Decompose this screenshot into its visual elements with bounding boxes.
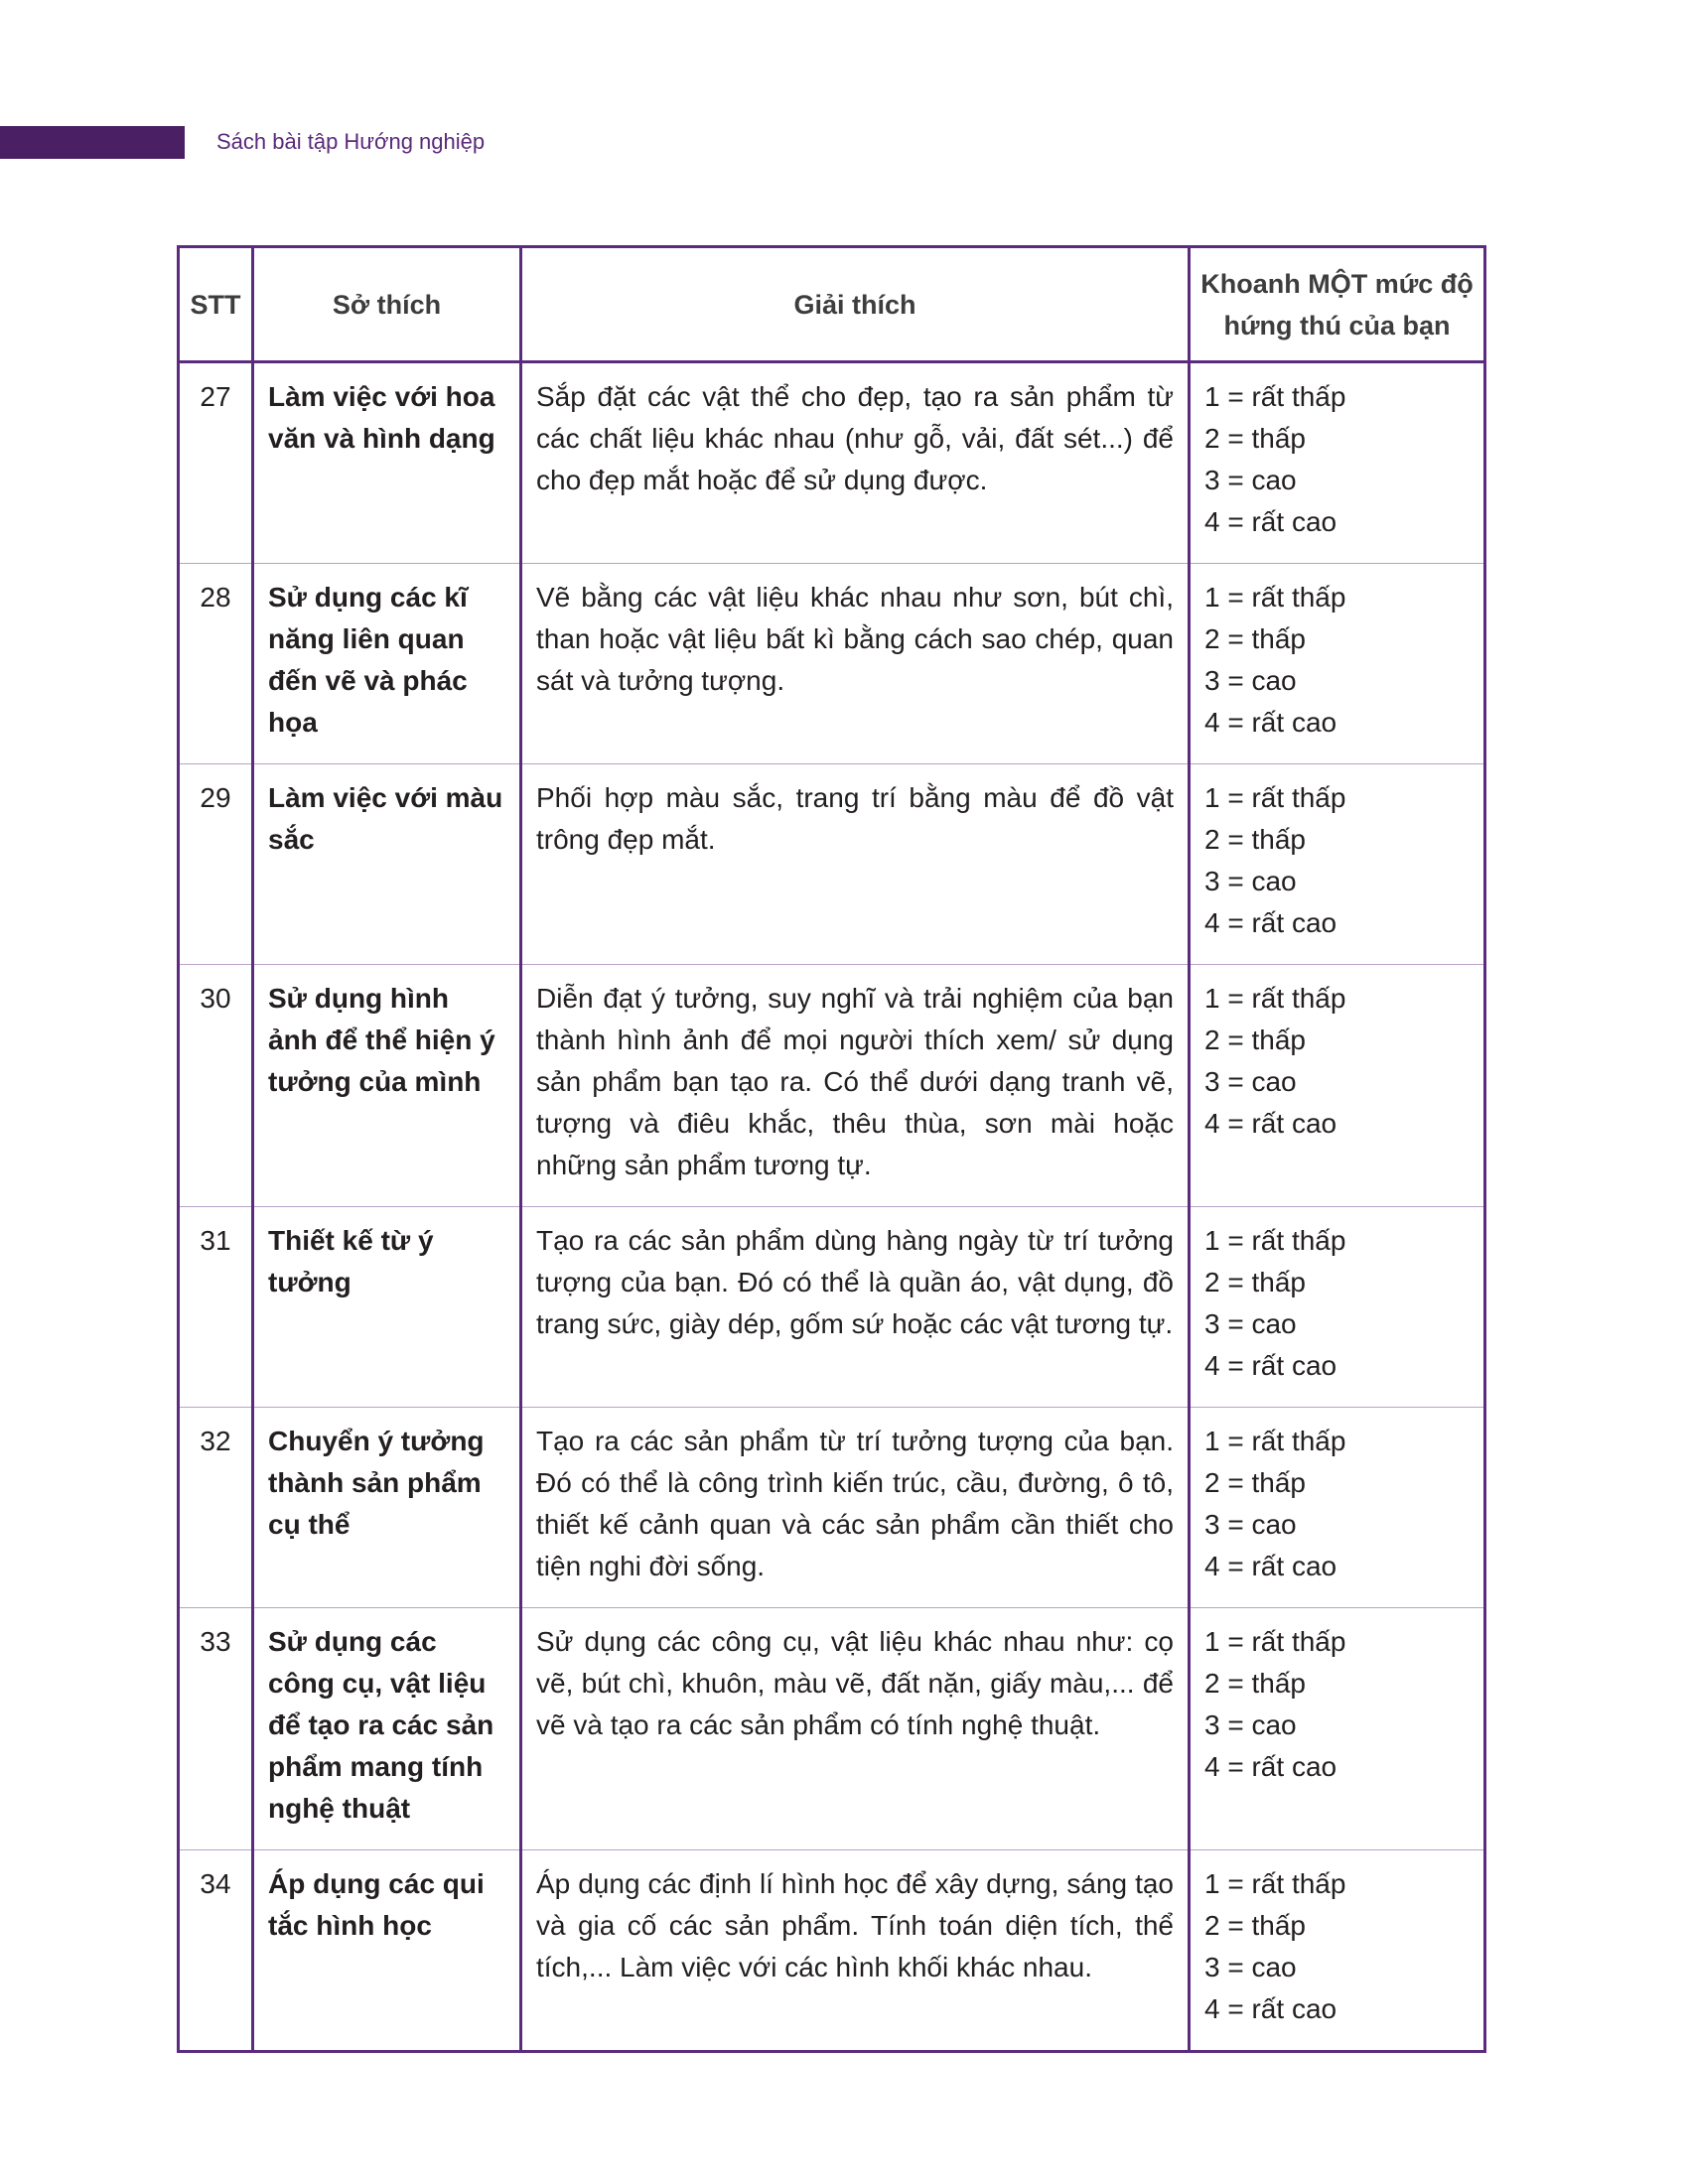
rating-option[interactable]: 1 = rất thấp bbox=[1204, 582, 1346, 613]
rating-options bbox=[1190, 965, 1485, 1207]
rating-option[interactable]: 4 = rất cao bbox=[1204, 1108, 1337, 1139]
rating-option[interactable]: 2 = thấp bbox=[1204, 1267, 1306, 1297]
table-row bbox=[179, 362, 1485, 564]
rating-option[interactable]: 1 = rất thấp bbox=[1204, 1868, 1346, 1899]
rating-option[interactable]: 1 = rất thấp bbox=[1204, 1626, 1346, 1657]
rating-option[interactable]: 3 = cao bbox=[1204, 1952, 1297, 1982]
rating-option[interactable]: 4 = rất cao bbox=[1204, 1551, 1337, 1581]
table-row bbox=[179, 1207, 1485, 1408]
rating-option[interactable]: 1 = rất thấp bbox=[1204, 1426, 1346, 1456]
hobby-name: Sử dụng các công cụ, vật liệu để tạo ra các sản phẩm mang tính nghệ thuật bbox=[253, 1608, 521, 1850]
table-row bbox=[179, 965, 1485, 1207]
column-header-stt: STT bbox=[179, 247, 253, 362]
rating-option[interactable]: 1 = rất thấp bbox=[1204, 782, 1346, 813]
row-number: 31 bbox=[179, 1207, 253, 1408]
rating-option[interactable]: 1 = rất thấp bbox=[1204, 381, 1346, 412]
rating-option[interactable]: 3 = cao bbox=[1204, 1509, 1297, 1540]
row-number: 32 bbox=[179, 1408, 253, 1608]
rating-option[interactable]: 2 = thấp bbox=[1204, 423, 1306, 454]
rating-option[interactable]: 4 = rất cao bbox=[1204, 907, 1337, 938]
row-number: 34 bbox=[179, 1850, 253, 2052]
rating-option[interactable]: 4 = rất cao bbox=[1204, 1751, 1337, 1782]
table-row bbox=[179, 564, 1485, 764]
hobby-explanation: Vẽ bằng các vật liệu khác nhau như sơn, bút chì, than hoặc vật liệu bất kì bằng cách sao chép, quan sát và tưởng tượng. bbox=[521, 564, 1190, 764]
rating-option[interactable]: 2 = thấp bbox=[1204, 1467, 1306, 1498]
rating-option[interactable]: 1 = rất thấp bbox=[1204, 983, 1346, 1014]
rating-option[interactable]: 4 = rất cao bbox=[1204, 1350, 1337, 1381]
rating-option[interactable]: 2 = thấp bbox=[1204, 1910, 1306, 1941]
rating-option[interactable]: 1 = rất thấp bbox=[1204, 1225, 1346, 1256]
rating-options bbox=[1190, 764, 1485, 965]
hobby-explanation: Áp dụng các định lí hình học để xây dựng, sáng tạo và gia cố các sản phẩm. Tính toán diện tích, thể tích,... Làm việc với các hình khối khác nhau. bbox=[521, 1850, 1190, 2052]
table-body bbox=[179, 362, 1485, 2052]
hobby-name: Thiết kế từ ý tưởng bbox=[253, 1207, 521, 1408]
hobby-name: Sử dụng các kĩ năng liên quan đến vẽ và phác họa bbox=[253, 564, 521, 764]
hobby-explanation: Sử dụng các công cụ, vật liệu khác nhau như: cọ vẽ, bút chì, khuôn, màu vẽ, đất nặn, giấy màu,... để vẽ và tạo ra các sản phẩm có tính nghệ thuật. bbox=[521, 1608, 1190, 1850]
column-header-explanation: Giải thích bbox=[521, 247, 1190, 362]
table-row bbox=[179, 1850, 1485, 2052]
rating-options bbox=[1190, 564, 1485, 764]
header-accent-bar bbox=[0, 126, 185, 159]
table-header-row bbox=[179, 247, 1485, 362]
table-row bbox=[179, 764, 1485, 965]
hobby-explanation: Phối hợp màu sắc, trang trí bằng màu để đồ vật trông đẹp mắt. bbox=[521, 764, 1190, 965]
hobby-rating-table bbox=[177, 245, 1486, 2053]
row-number: 33 bbox=[179, 1608, 253, 1850]
rating-option[interactable]: 2 = thấp bbox=[1204, 824, 1306, 855]
rating-option[interactable]: 2 = thấp bbox=[1204, 1668, 1306, 1699]
rating-options bbox=[1190, 1207, 1485, 1408]
row-number: 27 bbox=[179, 362, 253, 564]
hobby-name: Làm việc với màu sắc bbox=[253, 764, 521, 965]
rating-option[interactable]: 2 = thấp bbox=[1204, 623, 1306, 654]
table-row bbox=[179, 1608, 1485, 1850]
hobby-explanation: Tạo ra các sản phẩm dùng hàng ngày từ trí tưởng tượng của bạn. Đó có thể là quần áo, vật dụng, đồ trang sức, giày dép, gốm sứ hoặc các vật tương tự. bbox=[521, 1207, 1190, 1408]
rating-option[interactable]: 3 = cao bbox=[1204, 665, 1297, 696]
column-header-rating: Khoanh MỘT mức độ hứng thú của bạn bbox=[1190, 247, 1485, 362]
rating-option[interactable]: 4 = rất cao bbox=[1204, 506, 1337, 537]
rating-option[interactable]: 4 = rất cao bbox=[1204, 707, 1337, 738]
hobby-explanation: Diễn đạt ý tưởng, suy nghĩ và trải nghiệm của bạn thành hình ảnh để mọi người thích xem/ sử dụng sản phẩm bạn tạo ra. Có thể dưới dạng tranh vẽ, tượng và điêu khắc, thêu thùa, sơn mài hoặc những sản phẩm tương tự. bbox=[521, 965, 1190, 1207]
rating-option[interactable]: 3 = cao bbox=[1204, 1709, 1297, 1740]
row-number: 28 bbox=[179, 564, 253, 764]
row-number: 30 bbox=[179, 965, 253, 1207]
page-header-title: Sách bài tập Hướng nghiệp bbox=[216, 129, 486, 154]
rating-option[interactable]: 4 = rất cao bbox=[1204, 1993, 1337, 2024]
hobby-name: Sử dụng hình ảnh để thể hiện ý tưởng của mình bbox=[253, 965, 521, 1207]
rating-options bbox=[1190, 1850, 1485, 2052]
rating-options bbox=[1190, 1608, 1485, 1850]
rating-option[interactable]: 3 = cao bbox=[1204, 866, 1297, 896]
rating-option[interactable]: 2 = thấp bbox=[1204, 1024, 1306, 1055]
hobby-name: Chuyển ý tưởng thành sản phẩm cụ thể bbox=[253, 1408, 521, 1608]
rating-options bbox=[1190, 362, 1485, 564]
hobby-name: Làm việc với hoa văn và hình dạng bbox=[253, 362, 521, 564]
hobby-explanation: Tạo ra các sản phẩm từ trí tưởng tượng của bạn. Đó có thể là công trình kiến trúc, cầu, đường, ô tô, thiết kế cảnh quan và các sản phẩm cần thiết cho tiện nghi đời sống. bbox=[521, 1408, 1190, 1608]
rating-option[interactable]: 3 = cao bbox=[1204, 465, 1297, 495]
table-row bbox=[179, 1408, 1485, 1608]
hobby-explanation: Sắp đặt các vật thể cho đẹp, tạo ra sản phẩm từ các chất liệu khác nhau (như gỗ, vải, đất sét...) để cho đẹp mắt hoặc để sử dụng được. bbox=[521, 362, 1190, 564]
hobby-name: Áp dụng các qui tắc hình học bbox=[253, 1850, 521, 2052]
column-header-hobby: Sở thích bbox=[253, 247, 521, 362]
rating-options bbox=[1190, 1408, 1485, 1608]
rating-option[interactable]: 3 = cao bbox=[1204, 1308, 1297, 1339]
rating-option[interactable]: 3 = cao bbox=[1204, 1066, 1297, 1097]
row-number: 29 bbox=[179, 764, 253, 965]
